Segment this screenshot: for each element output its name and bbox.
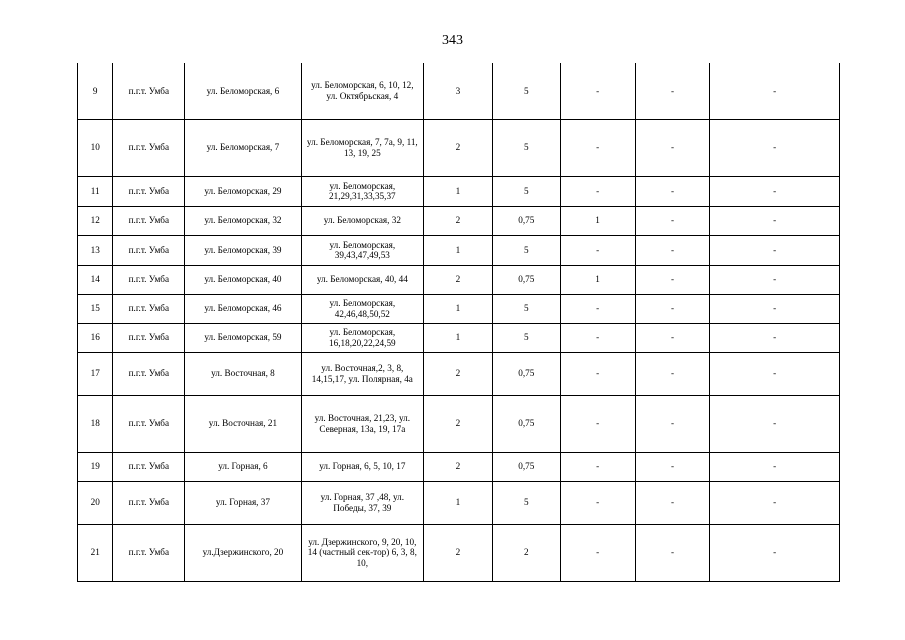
col8-cell: - — [635, 176, 710, 206]
count-cell: 2 — [424, 524, 493, 581]
volume-cell: 0,75 — [492, 452, 560, 481]
count-cell: 3 — [424, 63, 493, 119]
col8-cell: - — [635, 235, 710, 265]
volume-cell: 5 — [492, 176, 560, 206]
containers-table — [77, 63, 840, 582]
count-cell: 2 — [424, 395, 493, 452]
location-cell: ул. Беломорская, 59 — [185, 323, 301, 352]
location-cell: ул. Беломорская, 6 — [185, 63, 301, 119]
volume-cell: 5 — [492, 323, 560, 352]
col9-cell: - — [710, 294, 840, 323]
volume-cell: 0,75 — [492, 206, 560, 235]
addresses-cell: ул. Беломорская, 16,18,20,22,24,59 — [301, 323, 423, 352]
col8-cell: - — [635, 481, 710, 524]
volume-cell: 5 — [492, 481, 560, 524]
location-cell: ул. Беломорская, 32 — [185, 206, 301, 235]
addresses-cell: ул. Беломорская, 39,43,47,49,53 — [301, 235, 423, 265]
addresses-cell: ул. Восточная, 21,23, ул. Северная, 13а, 19, 17а — [301, 395, 423, 452]
table-row — [78, 119, 840, 176]
table-row — [78, 452, 840, 481]
location-cell: ул. Восточная, 21 — [185, 395, 301, 452]
col8-cell: - — [635, 452, 710, 481]
location-cell: ул. Горная, 37 — [185, 481, 301, 524]
col7-cell: - — [560, 176, 635, 206]
settlement-cell: п.г.т. Умба — [113, 176, 185, 206]
location-cell: ул. Беломорская, 40 — [185, 265, 301, 294]
row-number: 11 — [78, 176, 113, 206]
addresses-cell: ул. Беломорская, 7, 7а, 9, 11, 13, 19, 25 — [301, 119, 423, 176]
location-cell: ул. Горная, 6 — [185, 452, 301, 481]
volume-cell: 0,75 — [492, 352, 560, 395]
col8-cell: - — [635, 395, 710, 452]
table-row — [78, 176, 840, 206]
col7-cell: 1 — [560, 206, 635, 235]
addresses-cell: ул. Беломорская, 32 — [301, 206, 423, 235]
row-number: 13 — [78, 235, 113, 265]
row-number: 16 — [78, 323, 113, 352]
row-number: 19 — [78, 452, 113, 481]
location-cell: ул.Дзержинского, 20 — [185, 524, 301, 581]
volume-cell: 2 — [492, 524, 560, 581]
addresses-cell: ул. Горная, 37 ,48, ул. Победы, 37, 39 — [301, 481, 423, 524]
volume-cell: 5 — [492, 63, 560, 119]
col9-cell: - — [710, 452, 840, 481]
volume-cell: 5 — [492, 235, 560, 265]
col7-cell: - — [560, 235, 635, 265]
settlement-cell: п.г.т. Умба — [113, 481, 185, 524]
col8-cell: - — [635, 119, 710, 176]
table-row — [78, 206, 840, 235]
count-cell: 2 — [424, 452, 493, 481]
col9-cell: - — [710, 524, 840, 581]
col8-cell: - — [635, 265, 710, 294]
settlement-cell: п.г.т. Умба — [113, 206, 185, 235]
count-cell: 1 — [424, 481, 493, 524]
row-number: 18 — [78, 395, 113, 452]
settlement-cell: п.г.т. Умба — [113, 352, 185, 395]
addresses-cell: ул. Дзержинского, 9, 20, 10, 14 (частный сек-тор) 6, 3, 8, 10, — [301, 524, 423, 581]
col7-cell: - — [560, 452, 635, 481]
settlement-cell: п.г.т. Умба — [113, 63, 185, 119]
count-cell: 2 — [424, 265, 493, 294]
count-cell: 2 — [424, 119, 493, 176]
table-row — [78, 265, 840, 294]
addresses-cell: ул. Восточная,2, 3, 8, 14,15,17, ул. Полярная, 4а — [301, 352, 423, 395]
count-cell: 1 — [424, 323, 493, 352]
col9-cell: - — [710, 63, 840, 119]
table-row — [78, 235, 840, 265]
table-body — [78, 63, 840, 581]
volume-cell: 0,75 — [492, 395, 560, 452]
row-number: 12 — [78, 206, 113, 235]
col8-cell: - — [635, 323, 710, 352]
col8-cell: - — [635, 294, 710, 323]
col9-cell: - — [710, 352, 840, 395]
location-cell: ул. Беломорская, 39 — [185, 235, 301, 265]
settlement-cell: п.г.т. Умба — [113, 524, 185, 581]
table-row — [78, 395, 840, 452]
col7-cell: - — [560, 63, 635, 119]
count-cell: 1 — [424, 294, 493, 323]
row-number: 15 — [78, 294, 113, 323]
table-row — [78, 294, 840, 323]
page-number: 343 — [442, 33, 463, 48]
col9-cell: - — [710, 265, 840, 294]
col7-cell: - — [560, 481, 635, 524]
col9-cell: - — [710, 323, 840, 352]
count-cell: 2 — [424, 206, 493, 235]
volume-cell: 5 — [492, 119, 560, 176]
row-number: 9 — [78, 63, 113, 119]
col9-cell: - — [710, 395, 840, 452]
table-row — [78, 481, 840, 524]
col8-cell: - — [635, 206, 710, 235]
col8-cell: - — [635, 352, 710, 395]
col7-cell: - — [560, 352, 635, 395]
col7-cell: 1 — [560, 265, 635, 294]
location-cell: ул. Беломорская, 7 — [185, 119, 301, 176]
table-row — [78, 63, 840, 119]
col9-cell: - — [710, 119, 840, 176]
settlement-cell: п.г.т. Умба — [113, 395, 185, 452]
count-cell: 1 — [424, 235, 493, 265]
row-number: 21 — [78, 524, 113, 581]
col9-cell: - — [710, 481, 840, 524]
volume-cell: 5 — [492, 294, 560, 323]
addresses-cell: ул. Горная, 6, 5, 10, 17 — [301, 452, 423, 481]
row-number: 10 — [78, 119, 113, 176]
addresses-cell: ул. Беломорская, 42,46,48,50,52 — [301, 294, 423, 323]
col7-cell: - — [560, 395, 635, 452]
addresses-cell: ул. Беломорская, 40, 44 — [301, 265, 423, 294]
col7-cell: - — [560, 524, 635, 581]
col9-cell: - — [710, 176, 840, 206]
settlement-cell: п.г.т. Умба — [113, 265, 185, 294]
col8-cell: - — [635, 63, 710, 119]
count-cell: 2 — [424, 352, 493, 395]
row-number: 20 — [78, 481, 113, 524]
table-row — [78, 352, 840, 395]
col9-cell: - — [710, 235, 840, 265]
col8-cell: - — [635, 524, 710, 581]
col7-cell: - — [560, 119, 635, 176]
row-number: 17 — [78, 352, 113, 395]
table-row — [78, 323, 840, 352]
location-cell: ул. Беломорская, 46 — [185, 294, 301, 323]
settlement-cell: п.г.т. Умба — [113, 235, 185, 265]
location-cell: ул. Беломорская, 29 — [185, 176, 301, 206]
addresses-cell: ул. Беломорская, 21,29,31,33,35,37 — [301, 176, 423, 206]
table-row — [78, 524, 840, 581]
volume-cell: 0,75 — [492, 265, 560, 294]
col7-cell: - — [560, 323, 635, 352]
row-number: 14 — [78, 265, 113, 294]
settlement-cell: п.г.т. Умба — [113, 323, 185, 352]
settlement-cell: п.г.т. Умба — [113, 119, 185, 176]
addresses-cell: ул. Беломорская, 6, 10, 12, ул. Октябрьская, 4 — [301, 63, 423, 119]
location-cell: ул. Восточная, 8 — [185, 352, 301, 395]
col7-cell: - — [560, 294, 635, 323]
settlement-cell: п.г.т. Умба — [113, 452, 185, 481]
count-cell: 1 — [424, 176, 493, 206]
settlement-cell: п.г.т. Умба — [113, 294, 185, 323]
col9-cell: - — [710, 206, 840, 235]
